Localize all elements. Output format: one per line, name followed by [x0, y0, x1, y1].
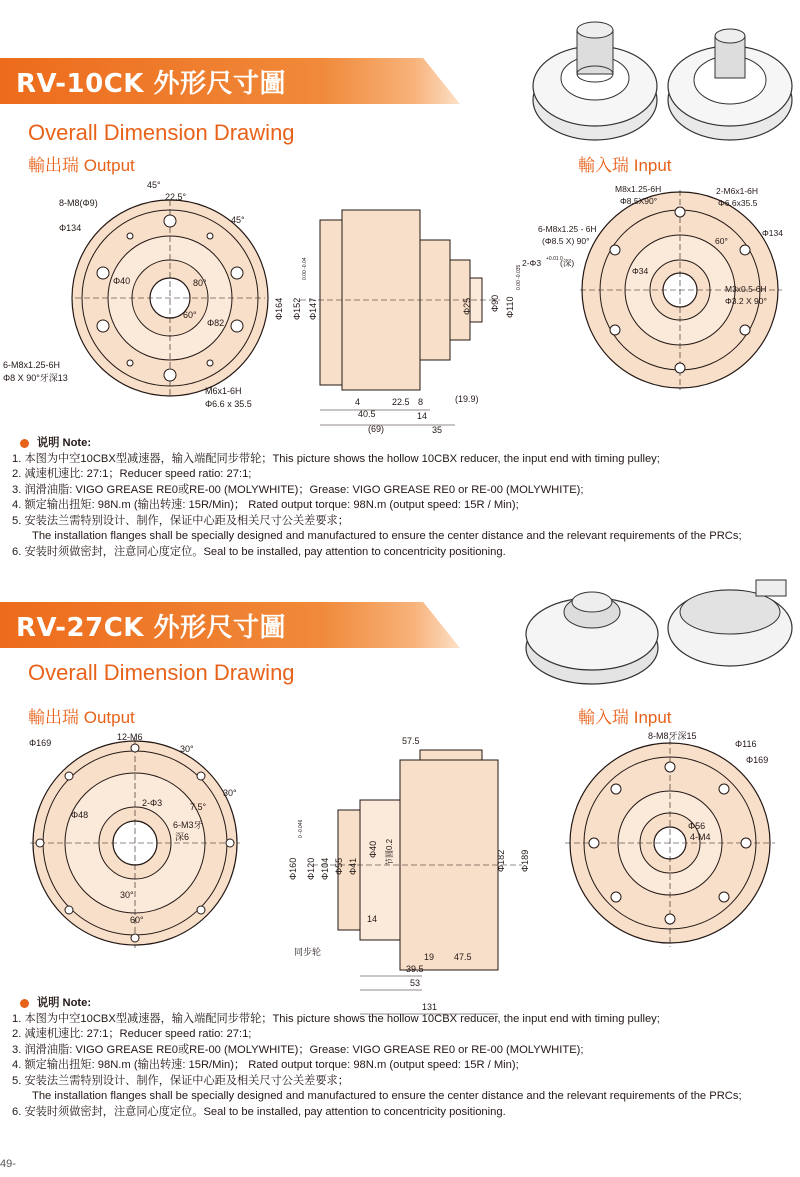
dim-d48: Φ48: [71, 810, 89, 820]
note-line: 1. 本图为中空10CBX型减速器，输入端配同步带轮；This picture shows the hollow 10CBX reducer, the input end with timing pulley;: [12, 452, 660, 465]
dim-d120: Φ120: [306, 857, 316, 880]
notes-heading: 说明 Note:: [20, 996, 792, 1012]
dim-pin-tol: +0.01 0: [546, 256, 563, 262]
dim-tap-6m8: 6-M8x1.25-6H: [3, 360, 61, 370]
note-line: 4. 额定输出扭矩: 98N.m (输出转速: 15R/Min)； Rated output torque: 98N.m (output speed: 15R / Min);: [12, 1059, 519, 1071]
dim-6m8x1-25: 6-M8x1.25 - 6H: [538, 224, 597, 234]
reducer-photo-left: [533, 22, 657, 140]
dim-8: 8: [418, 397, 424, 407]
dim-pin-depth: (深): [560, 258, 575, 268]
dim-tap-m6: M6x1-6H: [205, 386, 242, 396]
output-face-drawing-rv27ck: [25, 728, 260, 958]
dim-angle-60: 60°: [130, 915, 144, 925]
pulley-label: 同步轮: [294, 947, 322, 957]
dim-d25: Φ25: [462, 297, 472, 315]
bullet-dot-icon: [20, 439, 29, 448]
note-line: 3. 润滑油脂: VIGO GREASE RE0或RE-00 (MOLYWHITE)；Grease: VIGO GREASE RE0 or RE-00 (MOLYWHITE);: [12, 1043, 584, 1056]
note-line: 5. 安装法兰需特别设计、制作，保证中心距及相关尺寸公关差要求；: [12, 1074, 349, 1087]
dim-4: 4: [355, 397, 361, 407]
product-photo-rv10ck: [525, 8, 800, 148]
dim-angle-7-5: 7.5°: [190, 802, 207, 812]
dim-m3x0-5-spec: Φ3.2 X 90°: [725, 296, 767, 306]
dim-40-5: 40.5: [358, 409, 376, 419]
side-view-drawing-rv27ck: [282, 730, 542, 1020]
dim-d40: Φ40: [113, 276, 131, 286]
input-face-body: [565, 739, 775, 947]
output-label: 輸出瑞 Output: [28, 708, 135, 727]
dim-angle-30c: 30°: [120, 890, 134, 900]
product-photo-rv27ck: [520, 572, 800, 692]
side-view-drawing-rv10ck: [270, 200, 525, 440]
dim-angle-22-5: 22.5°: [165, 192, 187, 202]
section-title: RV-10CK 外形尺寸圖: [16, 68, 287, 99]
dim-d40: Φ40: [368, 840, 378, 858]
dim-14: 14: [367, 914, 378, 924]
note-line: 3. 润滑油脂: VIGO GREASE RE0或RE-00 (MOLYWHITE)；Grease: VIGO GREASE RE0 or RE-00 (MOLYWHITE);: [12, 483, 584, 496]
dim-angle-45a: 45°: [147, 180, 161, 190]
dim-d134: Φ134: [762, 228, 783, 238]
dim-d160-tol: 0 -0.046: [298, 819, 304, 838]
input-face-drawing-rv27ck: [560, 725, 795, 960]
dim-19-9: (19.9): [455, 394, 479, 404]
dim-tap-m6-spec: Φ6.6 x 35.5: [205, 399, 252, 409]
dim-d104: Φ104: [320, 857, 330, 880]
dim-angle-45b: 45°: [231, 215, 245, 225]
dim-d164: Φ164: [274, 297, 284, 320]
dim-6m3: 6-M3牙: [173, 820, 203, 830]
section-subtitle: Overall Dimension Drawing: [28, 120, 295, 145]
dim-angle-30a: 30°: [180, 744, 194, 754]
dim-53: 53: [410, 978, 421, 988]
dim-pin-2d3: 2-Φ3: [142, 798, 163, 808]
note-line: 2. 减速机速比: 27:1；Reducer speed ratio: 27:1;: [12, 468, 252, 480]
note-line: 5. 安装法兰需特别设计、制作，保证中心距及相关尺寸公关差要求；: [12, 514, 349, 527]
dim-131: 131: [422, 1002, 438, 1012]
dim-angle-60: 60°: [183, 310, 197, 320]
dim-d34: Φ34: [632, 266, 649, 276]
dim-39-5: 39.5: [406, 964, 424, 974]
dim-d169: Φ169: [746, 755, 769, 765]
dim-m3x0-5: M3x0.5-6H: [725, 284, 767, 294]
dim-d82: Φ82: [207, 318, 225, 328]
section-subtitle: Overall Dimension Drawing: [28, 660, 295, 685]
dim-d110: Φ110: [505, 296, 515, 318]
note-line: 6. 安装时须做密封，注意同心度定位。Seal to be installed, pay attention to concentricity positioning.: [12, 545, 506, 558]
dim-4m4: 4-M4: [690, 832, 711, 842]
dim-m8x1-25: M8x1.25-6H: [615, 184, 662, 194]
note-line: The installation flanges shall be specially designed and manufactured to ensure the center distance and the relevant requirements of the PRCs;: [32, 1090, 742, 1102]
notes-rv10ck: [12, 436, 792, 560]
dim-d160: Φ160: [288, 857, 298, 880]
dim-d189: Φ189: [520, 849, 530, 872]
dim-d55: Φ55: [334, 857, 344, 875]
dim-35: 35: [432, 425, 443, 435]
dim-pitch: 节圆0.2: [385, 838, 394, 866]
output-face-body: [72, 200, 268, 396]
dim-22-5: 22.5: [392, 397, 410, 407]
dim-d152: Φ152: [292, 297, 302, 320]
dim-d90: Φ90: [490, 294, 500, 312]
notes-heading: 说明 Note:: [20, 436, 792, 452]
dim-d134: Φ134: [59, 223, 82, 233]
dim-d56: Φ56: [688, 821, 706, 831]
dim-19: 19: [424, 952, 435, 962]
dim-tap-6m8-spec: Φ8 X 90°牙深13: [3, 373, 68, 383]
dim-angle-80: 80°: [193, 278, 207, 288]
dim-69: (69): [368, 424, 385, 434]
dim-47-5: 47.5: [454, 952, 472, 962]
reducer-photo-left: [526, 592, 658, 684]
input-label: 輸入瑞 Input: [578, 708, 672, 727]
note-line: 6. 安装时须做密封，注意同心度定位。Seal to be installed, pay attention to concentricity positioning.: [12, 1105, 506, 1118]
note-line: The installation flanges shall be specially designed and manufactured to ensure the center distance and the relevant requirements of the PRCs;: [32, 530, 742, 542]
dim-angle-30b: 30°: [223, 788, 237, 798]
dim-d169: Φ169: [29, 738, 52, 748]
dim-6m3-depth: 深6: [175, 832, 190, 842]
reducer-photo-right: [668, 580, 792, 666]
dim-57-5: 57.5: [402, 736, 420, 746]
dim-2m6x1-spec: Φ6.6x35.5: [718, 198, 758, 208]
input-face-drawing-rv10ck: [520, 180, 795, 430]
page-number: 49-: [0, 1158, 16, 1170]
note-line: 4. 额定输出扭矩: 98N.m (输出转速: 15R/Min)； Rated output torque: 98N.m (output speed: 15R / Min);: [12, 499, 519, 511]
dim-d110-tol: 0.00 -0.035: [516, 264, 522, 290]
dim-d152-tol: 0.00 -0.04: [302, 257, 308, 280]
dim-8m8: 8-M8牙深15: [648, 731, 697, 741]
dim-m8x1-25-spec: Φ8.5X90°: [620, 196, 658, 206]
reducer-photo-right: [668, 29, 792, 140]
dim-d147: Φ147: [308, 297, 318, 320]
output-face-drawing-rv10ck: [3, 178, 300, 428]
note-line: 1. 本图为中空10CBX型减速器，输入端配同步带轮；This picture shows the hollow 10CBX reducer, the input end with timing pulley;: [12, 1012, 660, 1025]
dim-d41: Φ41: [348, 857, 358, 875]
dim-pin-2d3: 2-Φ3: [522, 258, 542, 268]
dim-12m6: 12-M6: [117, 732, 143, 742]
dim-6m8x1-25-spec: (Φ8.5 X) 90°: [542, 236, 590, 246]
dim-2m6x1: 2-M6x1-6H: [716, 186, 759, 196]
bullet-dot-icon: [20, 999, 29, 1008]
section-banner-rv27ck: [0, 602, 286, 648]
dim-d182: Φ182: [496, 849, 506, 872]
dim-holes-8m8: 8-M8(Φ9): [59, 198, 98, 208]
section-banner-rv10ck: [0, 58, 286, 104]
dim-angle-60: 60°: [715, 236, 728, 246]
output-label: 輸出瑞 Output: [28, 156, 135, 175]
note-line: 2. 减速机速比: 27:1；Reducer speed ratio: 27:1;: [12, 1028, 252, 1040]
dim-14: 14: [417, 411, 428, 421]
section-title: RV-27CK 外形尺寸圖: [16, 612, 287, 643]
dim-d116: Φ116: [735, 739, 757, 749]
notes-rv27ck: [12, 996, 792, 1120]
input-label: 輸入瑞 Input: [578, 156, 672, 175]
